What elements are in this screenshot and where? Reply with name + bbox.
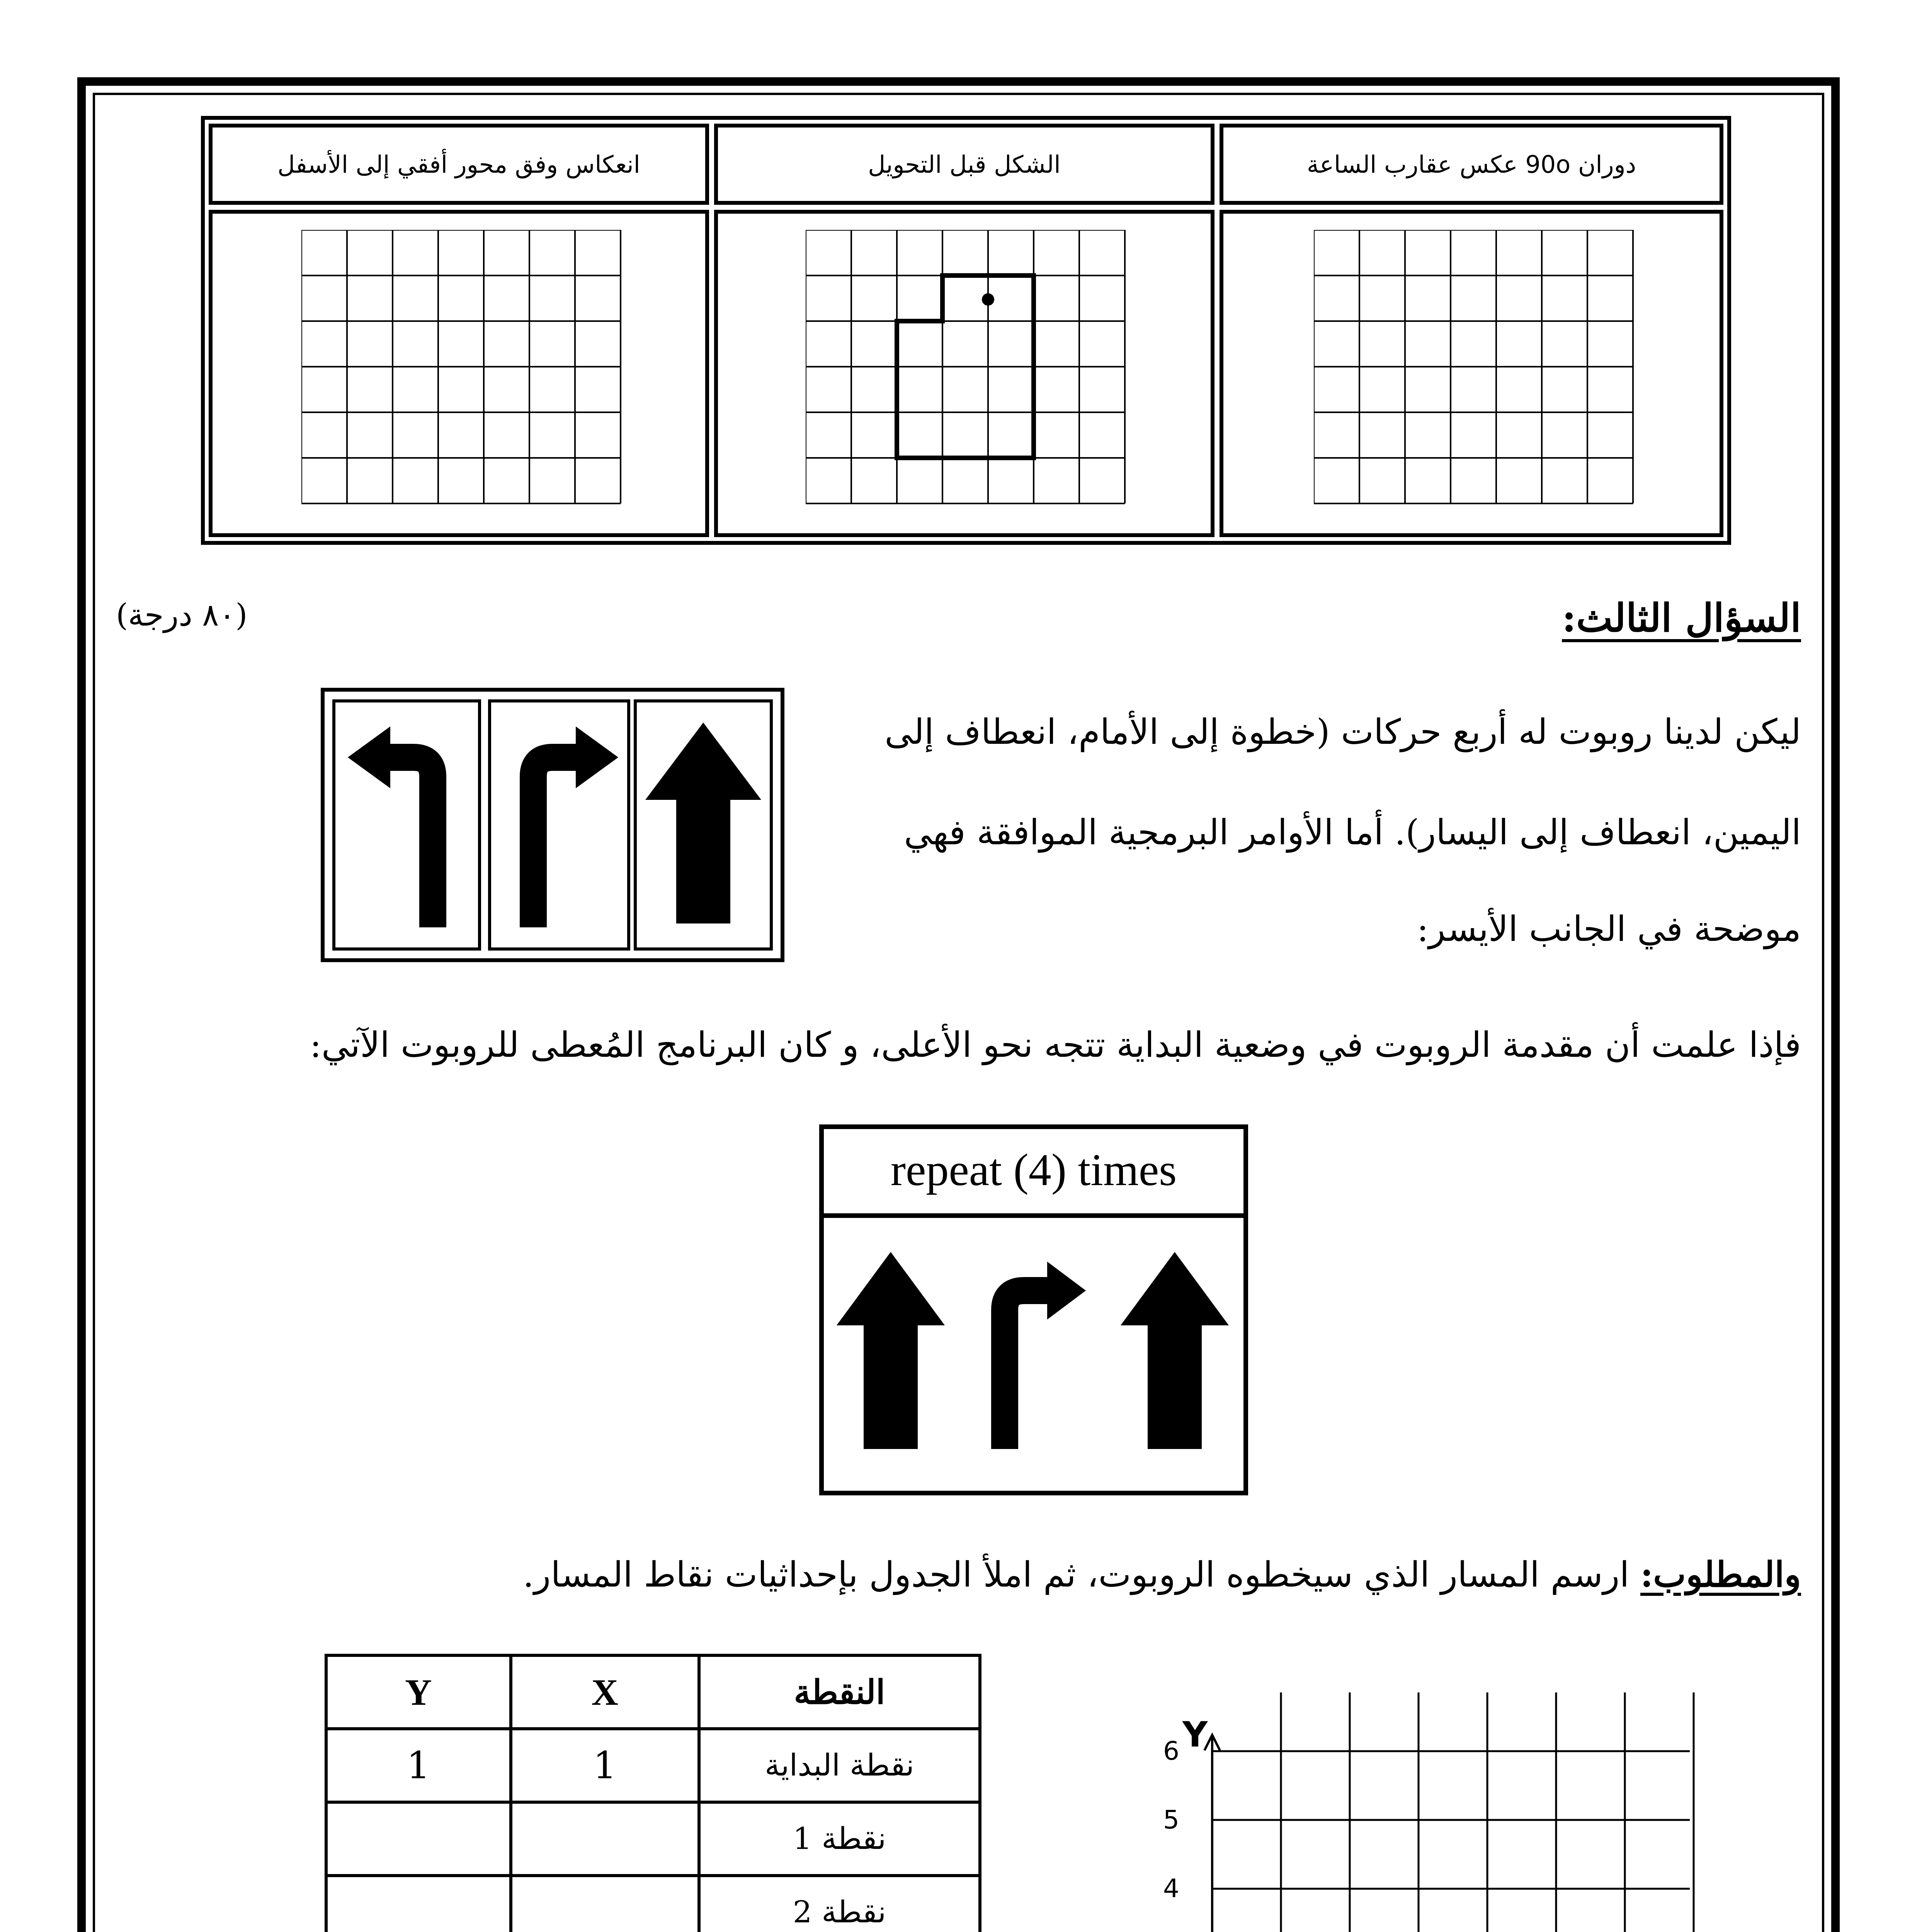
rotate-grid[interactable] — [1314, 230, 1635, 504]
required-label: والمطلوب: — [1640, 1554, 1801, 1595]
required-text — [139, 1554, 1801, 1595]
cell-x[interactable] — [511, 1802, 699, 1876]
cell-x[interactable]: 1 — [511, 1729, 699, 1802]
col-header-point: النقطة — [699, 1655, 980, 1729]
coordinates-table — [325, 1654, 981, 1932]
plane-y-label: Y — [1182, 1714, 1208, 1755]
intro-line-1: ليكن لدينا روبوت له أربع حركات (خطوة إلى الأمام، انعطاف إلى — [885, 712, 1801, 752]
program-divider — [819, 1213, 1248, 1218]
intro-line-3: موضحة في الجانب الأيسر: — [1417, 909, 1801, 949]
condition-text: فإذا علمت أن مقدمة الروبوت في وضعية البداية تتجه نحو الأعلى، و كان البرنامج المُعطى للروبوت الآتي: — [310, 1025, 1801, 1065]
cell-point: نقطة البداية — [699, 1729, 980, 1802]
table-row — [326, 1876, 980, 1932]
program-right-turn-arrow-icon — [974, 1252, 1090, 1453]
cell-y[interactable] — [326, 1876, 511, 1932]
program-header: repeat (4) times — [890, 1145, 1177, 1195]
question-marks: (٨٠ درجة) — [116, 597, 248, 633]
required-body: ارسم المسار الذي سيخطوه الروبوت، ثم املأ الجدول بإحداثيات نقاط المسار. — [523, 1554, 1640, 1595]
transform-header-original-text: الشكل قبل التحويل — [868, 150, 1061, 179]
y-tick-label: 5 — [1163, 1805, 1179, 1835]
y-tick-label: 4 — [1163, 1874, 1179, 1903]
coordinate-plane[interactable] — [1140, 1692, 1758, 1932]
transform-table — [201, 116, 1731, 545]
transform-header-rotate-text: دوران 90o عكس عقارب الساعة — [1306, 150, 1636, 179]
table-row — [326, 1802, 980, 1876]
cell-y[interactable] — [326, 1802, 511, 1876]
forward-arrow-icon — [645, 723, 761, 931]
col-header-y: Y — [326, 1655, 511, 1729]
program-forward-arrow-icon-2 — [1121, 1252, 1229, 1453]
cell-x[interactable] — [511, 1876, 699, 1932]
transform-header-reflect-text: انعكاس وفق محور أفقي إلى الأسفل — [277, 150, 640, 179]
cell-point: نقطة 1 — [699, 1802, 980, 1876]
original-shape-dot — [982, 293, 994, 306]
left-turn-arrow-icon — [348, 719, 464, 927]
y-tick-label: 6 — [1163, 1736, 1179, 1766]
table-row — [326, 1729, 980, 1802]
right-turn-arrow-icon — [502, 719, 618, 927]
original-grid — [806, 230, 1126, 504]
cell-point: نقطة 2 — [699, 1876, 980, 1932]
question-title: السؤال الثالث: — [1562, 595, 1801, 641]
program-forward-arrow-icon — [837, 1252, 945, 1453]
col-header-x: X — [511, 1655, 699, 1729]
reflect-grid[interactable] — [301, 230, 622, 504]
cell-y[interactable]: 1 — [326, 1729, 511, 1802]
intro-line-2: اليمين، انعطاف إلى اليسار). أما الأوامر البرمجية الموافقة فهي — [904, 812, 1801, 853]
